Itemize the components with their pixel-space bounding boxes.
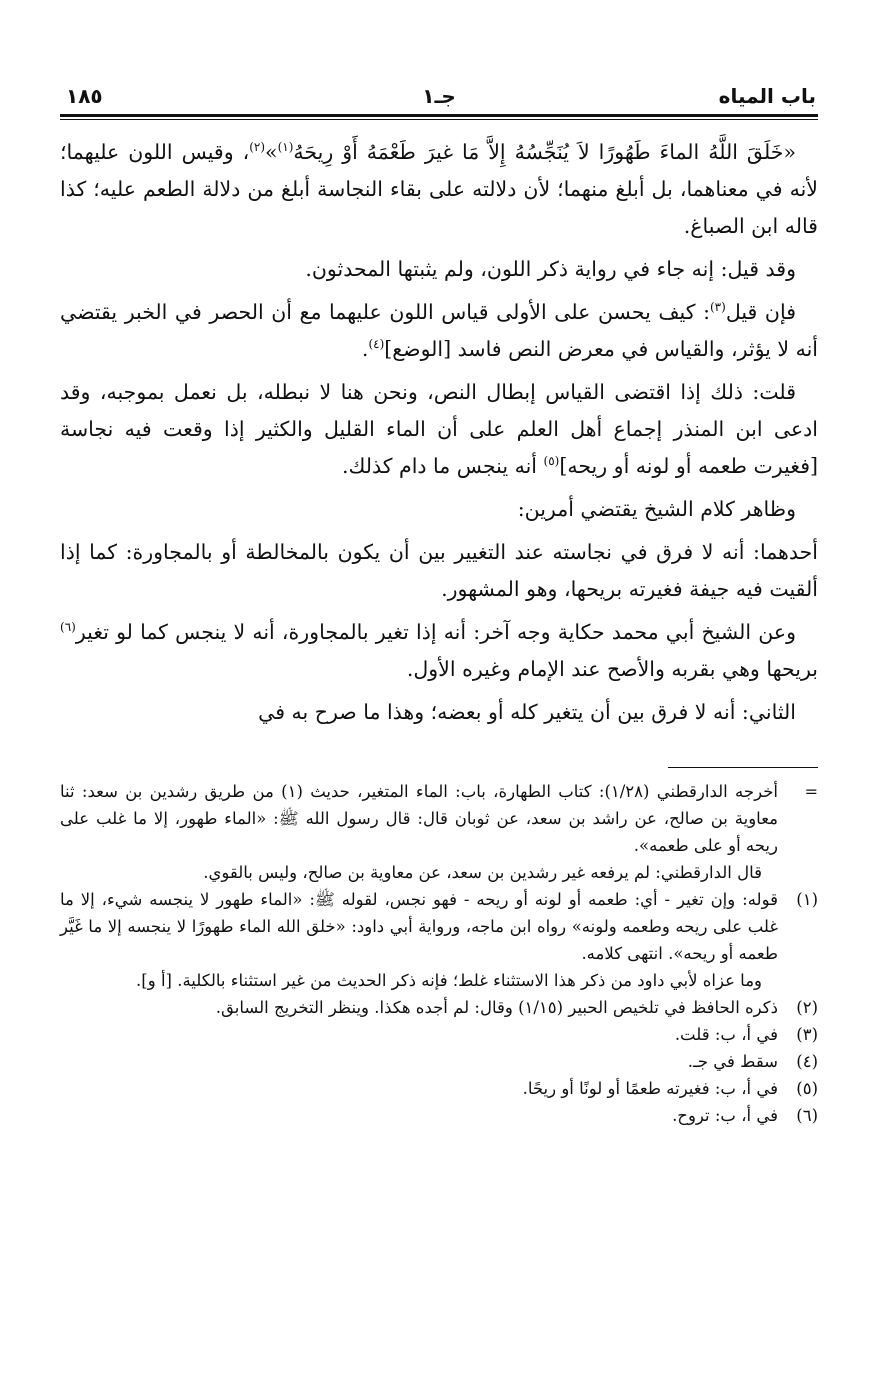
footnote-number: (١) — [796, 890, 818, 909]
footnote-item — [60, 994, 818, 1021]
footnote-text: في أ، ب: قلت. — [674, 1025, 778, 1044]
page-number: ١٨٥ — [66, 84, 103, 108]
page — [60, 74, 818, 1129]
paragraph: وعن الشيخ أبي محمد حكاية وجه آخر: أنه إذا تغير بالمجاورة، أنه لا ينجس كما لو تغير$^{(٦)}$ بريحها وهي بقربه والأصح عند الإمام وغيره الأول. — [60, 620, 818, 681]
paragraph: أحدهما: أنه لا فرق في نجاسته عند التغيير بين أن يكون بالمخالطة أو بالمجاورة: كما إذا ألقيت فيه جيفة فغيرته بريحها، وهو المشهور. — [60, 540, 818, 601]
paragraph: قلت: ذلك إذا اقتضى القياس إبطال النص، ونحن هنا لا نبطله، بل نعمل بموجبه، وقد ادعى ابن المنذر إجماع أهل العلم على أن الماء القليل والكثير إذا وقعت فيه نجاسة [فغيرت طعمه أو لونه أو ريحه]$^{(٥)}$ أنه ينجس ما دام كذلك. — [60, 380, 818, 478]
footnote-text: سقط في جـ. — [687, 1052, 778, 1071]
footnote-item — [60, 886, 818, 967]
footnote-number: (٤) — [796, 1052, 818, 1071]
footnote-separator — [668, 767, 818, 768]
footnote-item — [60, 1048, 818, 1075]
footnote-text: في أ، ب: فغيرته طعمًا أو لونًا أو ريحًا. — [522, 1079, 778, 1098]
footnote-item — [60, 1102, 818, 1129]
footnote-ref[interactable]: (٥) — [543, 454, 560, 469]
footnote-continued: أخرجه الدارقطني (١/٢٨): كتاب الطهارة، باب: الماء المتغير، حديث (١) من طريق رشدين بن سعد: ثنا معاوية بن صالح، عن راشد بن سعد، عن ثوبان قال: قال رسول الله ﷺ: «الماء طهور، إلا ما غلب على ريحه أو على طعمه». — [60, 782, 778, 855]
footnote-number: (٥) — [796, 1079, 818, 1098]
footnote-continued: قال الدارقطني: لم يرفعه غير رشدين بن سعد، عن معاوية بن صالح، وليس بالقوي. — [203, 863, 762, 882]
footnote-number: (٣) — [796, 1025, 818, 1044]
paragraph: وقد قيل: إنه جاء في رواية ذكر اللون، ولم يثبتها المحدثون. — [305, 257, 796, 281]
paragraph: فإن قيل$^{(٣)}$: كيف يحسن على الأولى قياس اللون عليهما مع أن الحصر في الخبر يقتضي أنه لا يؤثر، والقياس في معرض النص فاسد [الوضع]$^{(٤)}$. — [60, 300, 818, 361]
paragraph: الثاني: أنه لا فرق بين أن يتغير كله أو بعضه؛ وهذا ما صرح به في — [258, 700, 796, 724]
footnote-ref[interactable]: (٤) — [368, 337, 385, 352]
paragraph: وظاهر كلام الشيخ يقتضي أمرين: — [517, 497, 796, 521]
running-header — [60, 74, 818, 110]
footnote-item — [60, 1021, 818, 1048]
footnote-number: (٢) — [796, 998, 818, 1017]
footnote-item — [60, 1075, 818, 1102]
main-text — [60, 134, 818, 731]
chapter-title: باب المياه — [718, 84, 816, 108]
footnote-number: (٦) — [796, 1106, 818, 1125]
continuation-marker: = — [804, 782, 818, 801]
paragraph: «خَلَقَ اللَّهُ الماءَ طَهُورًا لاَ يُنَجِّسُهُ إِلاَّ مَا غيرَ طَعْمَهُ أَوْ رِيحَهُ$^{(١)}$»$^{(٢)}$، وقيس اللون عليهما؛ لأنه في معناهما، بل أبلغ منهما؛ لأن دلالته على بقاء النجاسة أبلغ من دلالة الطعم عليه؛ كذا قاله ابن الصباغ. — [60, 140, 818, 238]
footnote-ref[interactable]: (١) — [277, 140, 294, 155]
footnote-ref[interactable]: (٢) — [249, 140, 266, 155]
footnote-text: في أ، ب: تروح. — [672, 1106, 778, 1125]
footnote-text: ذكره الحافظ في تلخيص الحبير (١/١٥) وقال: لم أجده هكذا. وينظر التخريج السابق. — [215, 998, 778, 1017]
footnotes — [60, 778, 818, 1129]
volume-label: جـ١ — [422, 84, 456, 108]
footnote-text: قوله: وإن تغير - أي: طعمه أو لونه أو ريحه - فهو نجس، لقوله ﷺ: «الماء طهور لا ينجسه شيء، إلا ما غلب على ريحه وطعمه ولونه» رواه ابن ماجه، ورواية أبي داود: «خلق الله الماء طهورًا لا ينجسه إلا ما غَيَّر طعمه أو ريحه». انتهى كلامه. — [60, 890, 778, 963]
footnote-ref[interactable]: (٦) — [60, 620, 76, 635]
footnote-text: وما عزاه لأبي داود من ذكر هذا الاستثناء غلط؛ فإنه ذكر الحديث من غير استثناء بالكلية. [أ و]. — [136, 971, 762, 990]
header-rule — [60, 114, 818, 120]
footnote-ref[interactable]: (٣) — [709, 300, 726, 315]
